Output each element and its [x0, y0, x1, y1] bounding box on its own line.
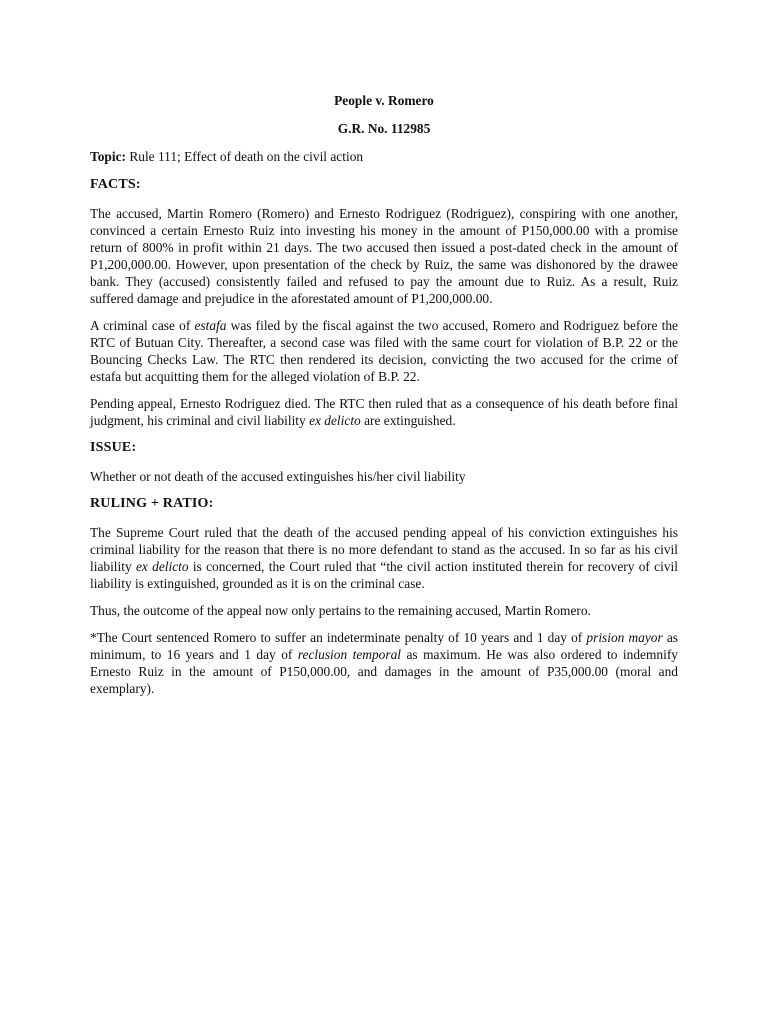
ruling-p1-italic: ex delicto	[135, 559, 189, 574]
ruling-p3-text-a: *The Court sentenced Romero to suffer an indeterminate penalty of 10 years and 1 day of	[90, 630, 587, 645]
topic-line	[90, 148, 678, 165]
ruling-p1-text-a: The Supreme Court ruled that the death of the accused pending appeal of his conviction extinguishes his criminal liability for the reason that there is no more defendant to stand as the accused. In so far as his civil liability	[90, 525, 678, 574]
topic-text: Rule 111; Effect of death on the civil action	[125, 149, 364, 164]
facts-p3-text-b: are extinguished.	[360, 413, 456, 428]
facts-paragraph-3	[90, 395, 678, 429]
ruling-p3-italic-1: prision mayor	[586, 630, 663, 645]
gr-number: G.R. No. 112985	[337, 121, 431, 136]
ruling-heading: RULING + RATIO:	[90, 496, 214, 511]
facts-p2-italic: estafa	[194, 318, 227, 333]
facts-p2-text-b: was filed by the fiscal against the two accused, Romero and Rodriguez before the RTC of Butuan City. Thereafter, a second case was filed with the same court for violation of B.P. 22 or the Bouncing Checks Law. The RTC then rendered its decision, convicting the two accused for the crime of estafa but acquitting them for the alleged violation of B.P. 22.	[90, 318, 678, 384]
case-title: People v. Romero	[334, 93, 434, 108]
ruling-paragraph-1	[90, 524, 678, 592]
facts-paragraph-2	[90, 317, 678, 385]
ruling-p3-text-c: as maximum. He was also ordered to indemnify Ernesto Ruiz in the amount of P150,000.00, and damages in the amount of P35,000.00 (moral and exemplary).	[90, 647, 678, 696]
ruling-p3-text-b: as minimum, to 16 years and 1 day of	[90, 630, 678, 662]
ruling-paragraph-2: Thus, the outcome of the appeal now only pertains to the remaining accused, Martin Romero.	[90, 603, 591, 618]
facts-p3-italic: ex delicto	[309, 413, 361, 428]
ruling-paragraph-3	[90, 629, 678, 697]
issue-heading: ISSUE:	[90, 440, 137, 455]
ruling-p3-italic-2: reclusion temporal	[297, 647, 401, 662]
facts-p2-text-a: A criminal case of	[90, 318, 195, 333]
ruling-p1-text-b: is concerned, the Court ruled that “the civil action instituted therein for recovery of civil liability is extinguished, grounded as it is on the criminal case.	[90, 559, 678, 591]
topic-label: Topic:	[90, 149, 126, 164]
document-page	[90, 92, 678, 707]
facts-paragraph-1: The accused, Martin Romero (Romero) and Ernesto Rodriguez (Rodriguez), conspiring with one another, convinced a certain Ernesto Ruiz into investing his money in the amount of P150,000.00 with a promise return of 800% in profit within 21 days. The two accused then issued a post-dated check in the amount of P1,200,000.00. However, upon presentation of the check by Ruiz, the same was dishonored by the drawee bank. They (accused) consistently failed and refused to pay the amount due to Ruiz. As a result, Ruiz suffered damage and prejudice in the aforestated amount of P1,200,000.00.	[90, 206, 678, 306]
issue-text: Whether or not death of the accused extinguishes his/her civil liability	[90, 469, 466, 484]
facts-p3-text-a: Pending appeal, Ernesto Rodriguez died. The RTC then ruled that as a consequence of his death before final judgment, his criminal and civil liability	[90, 396, 678, 428]
facts-heading: FACTS:	[90, 177, 141, 192]
